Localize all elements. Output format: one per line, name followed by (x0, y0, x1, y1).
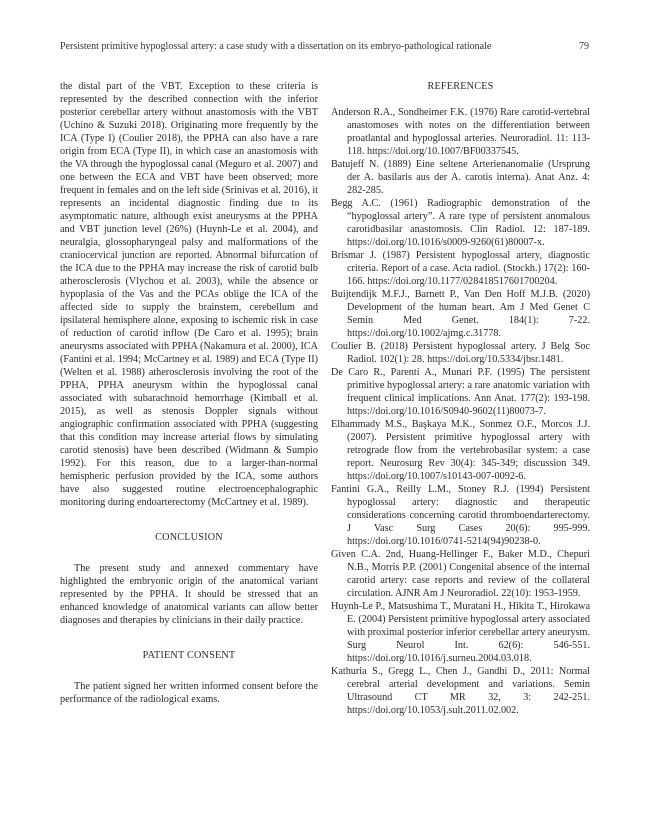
patient-consent-heading: PATIENT CONSENT (142, 650, 236, 661)
reference-item: Elhammady M.S., Başkaya M.K., Sonmez O.F., Morcos J.J. (2007). Persistent primitive hypoglossal artery with retrograde flow from the vertebrobasilar system: a case report. Neurosurg Rev 30(4): 345-349; discussion 349. https://doi.org/10.1007/s10143-007-0092-6. (331, 419, 590, 482)
left-column (60, 80, 318, 706)
reference-item: Huynh-Le P., Matsushima T., Muratani H., Hikita T., Hirokawa E. (2004) Persistent primitive hypoglossal artery associated with proximal posterior inferior cerebellar artery aneurysm. Surg Neurol Int. 62(6): 546-551. https://doi.org/10.1016/j.surneu.2004.03.018. (331, 601, 590, 664)
reference-item: Begg A.C. (1961) Radiographic demonstration of the “hypoglossal artery”. A rare type of persistent anomalous carotidbasilar anastomosis. Clin Radiol. 12: 187-189. https://doi.org/10.1016/s0009-9260(61)80007-x. (331, 198, 590, 248)
reference-item: Coulier B. (2018) Persistent hypoglossal artery. J Belg Soc Radiol. 102(1): 28. https://doi.org/10.5334/jbsr.1481. (331, 341, 590, 365)
reference-item: Anderson R.A., Sondheimer F.K. (1976) Rare carotid-vertebral anastomoses with notes on the differentiation between proatlantal and hypoglossal arteries. Neuroradiol. 11: 113-118. https://doi.org/10.1007/BF00337545. (331, 107, 590, 157)
reference-item: De Caro R., Parenti A., Munari P.F. (1995) The persistent primitive hypoglossal artery: a rare anatomic variation with frequent clinical implications. Ann Anat. 177(2): 193-198. https://doi.org/10.1016/S0940-9602(11)80073-7. (331, 367, 590, 417)
conclusion-heading: CONCLUSION (155, 532, 223, 543)
reference-item: Given C.A. 2nd, Huang-Hellinger F., Baker M.D., Chepuri N.B., Morris P.P. (2001) Congenital absence of the internal carotid artery: case reports and review of the collateral circulation. AJNR Am J Neuroradiol. 22(10): 1953-1959. (331, 549, 590, 599)
reference-item: Fantini G.A., Reilly L.M., Stoney R.J. (1994) Persistent hypoglossal artery: diagnostic and therapeutic considerations concerning carotid thromboendarterectomy. J Vasc Surg Cases 20(6): 995-999. https://doi.org/10.1016/0741-5214(94)90238-0. (331, 484, 590, 547)
page-number: 79 (579, 41, 589, 52)
running-header: Persistent primitive hypoglossal artery: a case study with a dissertation on its embryo-pathological rationale (60, 41, 492, 52)
patient-consent-paragraph: The patient signed her written informed consent before the performance of the radiological exams. (60, 681, 318, 705)
conclusion-paragraph: The present study and annexed commentary have highlighted the embryonic origin of the anatomical variant represented by the PPHA. It should be stressed that an enhanced knowledge of anatomical variants can allow better diagnoses and therapies by clinicians in their daily practice. (60, 563, 318, 626)
references-heading: REFERENCES (427, 81, 494, 92)
reference-item: Buijtendijk M.F.J., Barnett P., Van Den Hoff M.J.B. (2020) Development of the human heart. Am J Med Genet C Semin Med Genet. 184(1): 7-22. https://doi.org/10.1002/ajmg.c.31778. (331, 289, 590, 339)
reference-item: Brismar J. (1987) Persistent hypoglossal artery, diagnostic criteria. Report of a case. Acta radiol. (Stockh.) 17(2): 160-166. https://doi.org/10.1177/028418517601700204. (331, 250, 590, 287)
reference-item: Kathuria S., Gregg L., Chen J., Gandhi D., 2011: Normal cerebral arterial development and variations. Semin Ultrasound CT MR 32, 3: 242-251. https://doi.org/10.1053/j.sult.2011.02.002. (331, 666, 590, 716)
references-list (331, 106, 590, 717)
references-column (331, 80, 590, 717)
body-paragraph: the distal part of the VBT. Exception to these criteria is represented by the described connection with the inferior posterior cerebellar artery without anastomosis with the VBT (Uchino & Suzuki 2018). Originating more frequently by the ICA (Type I) (Coulier 2018), the PPHA can also have a rare origin from ECA (Type II), in which case an anastomosis with the VA through the hypoglossal canal (Meguro et al. 2007) and one between the ECA and VBT have been observed; more frequent in females and on the left side (Srinivas et al. 2016), it represents an incidental diagnostic finding due to its asymptomatic nature, although exist aneurysms at the PPHA and VBT junction level (26%) (Huynh-Le et al. 2004), and neuralgia, glossopharyngeal palsy and malformations of the craniocervical junction are reported. Abnormal bifurcation of the ICA due to the PPHA may increase the risk of carotid bulb atherosclerosis (Vlychou et al. 2003), while the absence or hypoplasia of the Vas and the PCAs oblige the ICA of the affected side to supply the brainstem, cerebellum and ipsilateral hemisphere alone, exposing to ischemic risk in case of reduction of carotid inflow (De Caro et al. 1995); brain aneurysms associated with PPHA (Nakamura et al. 2000), ICA (Fantini et al. 1994; McCartney et al. 1989) and ECA (Type II) (Welten et al. 1988) atherosclerosis involving the root of the PPHA, PPHA aneurysm within the hypoglossal canal associated with subarachnoid hemorrhage (Kimball et al. 2015), as well as stenosis Doppler signals without angiographic confirmation associated with PPHA (suggesting that this condition may increase arterial flows by simulating carotid stenosis) have been described (Widmann & Sumpio 1992). For this reason, due to a larger-than-normal hemispheric perfusion provided by the ICA, some authors have also suggested routine electroencephalographic monitoring during endoarterectomy (McCartney et al. 1989). (60, 81, 318, 508)
reference-item: Batujeff N. (1889) Eine seltene Arterienanomalie (Ursprung der A. basilaris aus der A. carotis interna). Anat Anz. 4: 282-285. (331, 159, 590, 196)
